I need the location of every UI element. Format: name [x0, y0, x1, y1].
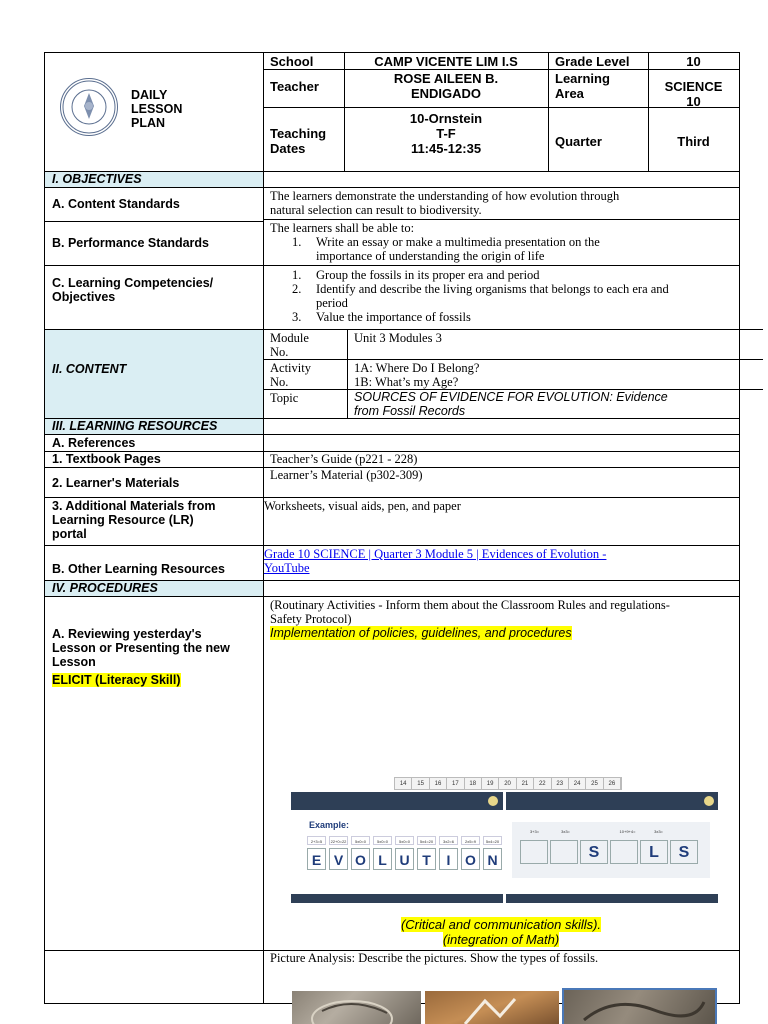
other-resources-label: B. Other Learning Resources — [52, 562, 225, 576]
skills-text: (Critical and communication skills). (integration of Math) — [400, 917, 602, 947]
slide-number-cell: 19 — [482, 778, 499, 790]
competencies-list — [270, 268, 735, 324]
competencies-label: C. Learning Competencies/ Objectives — [52, 276, 214, 304]
clue-cell: 3+3= — [529, 829, 540, 834]
clue-cell: 5x0=0 — [351, 836, 370, 845]
module-value: Unit 3 Modules 3 — [354, 331, 442, 345]
quarter-label: Quarter — [555, 134, 602, 149]
clue-cell: 5x0=0 — [395, 836, 414, 845]
grade-label: Grade Level — [555, 54, 630, 69]
activity-value: 1A: Where Do I Belong? 1B: What’s my Age? — [354, 361, 480, 389]
slide-right-bar — [506, 792, 718, 810]
teacher-label: Teacher — [270, 79, 319, 94]
review-label: A. Reviewing yesterday's Lesson or Presenting the new Lesson — [52, 627, 230, 669]
activity-label: Activity No. — [270, 361, 311, 389]
picture-analysis-text: Picture Analysis: Describe the pictures. Show the types of fossils. — [270, 951, 599, 965]
letter-tile: U — [395, 848, 414, 870]
slide-number-cell: 17 — [447, 778, 464, 790]
slide-number-cell: 22 — [534, 778, 551, 790]
letter-tile: O — [461, 848, 480, 870]
quarter-value: Third — [677, 134, 710, 149]
learners-label: 2. Learner's Materials — [52, 476, 180, 490]
letter-tile: N — [483, 848, 502, 870]
procedures-heading: IV. PROCEDURES — [52, 581, 158, 595]
left-clue-row — [307, 836, 505, 845]
clue-cell: 3x3= — [561, 829, 570, 834]
clue-cell: 3x3= — [654, 829, 663, 834]
fossil-image-2 — [425, 991, 559, 1024]
list-item: 2. Identify and describe the living organisms that belongs to each era and period — [292, 282, 669, 310]
clue-cell: 5x0=0 — [373, 836, 392, 845]
slide-left-bar — [291, 792, 503, 810]
dates-label: Teaching Dates — [270, 126, 327, 156]
letter-tile: L — [373, 848, 392, 870]
youtube-link[interactable] — [264, 547, 736, 575]
slide-number-cell: 14 — [395, 778, 412, 790]
textbook-value: Teacher’s Guide (p221 - 228) — [270, 452, 418, 466]
letter-tile: E — [307, 848, 326, 870]
topic-value: SOURCES OF EVIDENCE FOR EVOLUTION: Evidence from Fossil Records — [354, 390, 668, 418]
school-value: CAMP VICENTE LIM I.S — [374, 54, 518, 69]
slide-left — [291, 810, 503, 894]
plan-title: DAILY LESSON PLAN — [131, 88, 183, 130]
topic-label: Topic — [270, 391, 299, 405]
area-value: SCIENCE 10 — [664, 79, 723, 109]
clue-cell: 2+3=5 — [307, 836, 326, 845]
fossil-image-1 — [292, 991, 421, 1024]
slide-right-seal-icon — [702, 794, 716, 808]
elicit-label: ELICIT (Literacy Skill) — [52, 673, 181, 687]
performance-list — [270, 235, 735, 263]
slide-left-seal-icon — [486, 794, 500, 808]
objectives-heading: I. OBJECTIVES — [52, 172, 142, 186]
puzzle-tiles — [520, 840, 700, 864]
slide-number-cell: 24 — [569, 778, 586, 790]
puzzle-tile — [520, 840, 548, 864]
teacher-value: ROSE AILEEN B. ENDIGADO — [393, 71, 499, 101]
example-label: Example: — [309, 820, 350, 830]
textbook-label: 1. Textbook Pages — [52, 452, 161, 466]
slide-number-cell: 16 — [430, 778, 447, 790]
fossil-image-3 — [562, 988, 717, 1024]
content-heading: II. CONTENT — [52, 362, 127, 376]
clue-cell — [675, 827, 704, 837]
puzzle-tile — [610, 840, 638, 864]
slide-number-cell: 20 — [499, 778, 516, 790]
clue-cell: 3x2=6 — [439, 836, 458, 845]
letter-tile: V — [329, 848, 348, 870]
slide-number-cell: 23 — [552, 778, 569, 790]
additional-value: Worksheets, visual aids, pen, and paper — [264, 499, 461, 513]
clue-cell: 2x5=9 — [461, 836, 480, 845]
evolution-tiles — [307, 848, 505, 870]
list-item: 1. Write an essay or make a multimedia presentation on the importance of understanding the origin of life — [292, 235, 600, 263]
area-label: Learning Area — [555, 71, 610, 101]
slide-right-footer — [506, 894, 718, 903]
slide-number-cell: 25 — [586, 778, 603, 790]
number-strip — [394, 777, 622, 790]
additional-label: 3. Additional Materials from Learning Resource (LR) portal — [52, 499, 216, 541]
clue-cell: 5x4=20 — [417, 836, 436, 845]
content-standards-text: The learners demonstrate the understanding of how evolution through natural selection can result to biodiversity. — [270, 189, 620, 217]
school-label: School — [270, 54, 314, 69]
policy-text: Implementation of policies, guidelines, and procedures — [270, 626, 572, 640]
performance-standards-label: B. Performance Standards — [52, 236, 209, 250]
module-label: Module No. — [270, 331, 309, 359]
dates-value: 10-Ornstein T-F 11:45-12:35 — [409, 111, 483, 156]
letter-tile: O — [351, 848, 370, 870]
letter-tile: T — [417, 848, 436, 870]
clue-cell: 22+0=22 — [329, 836, 348, 845]
resources-heading: III. LEARNING RESOURCES — [52, 419, 218, 433]
slide-right — [506, 810, 718, 894]
puzzle-tile: S — [670, 840, 698, 864]
clue-cell: 10+9+4= — [619, 829, 636, 834]
slide-number-cell: 21 — [517, 778, 534, 790]
performance-standards-text: The learners shall be able to: 1. Write an essay or make a multimedia presentation on the importance of understanding the origin of life — [270, 221, 735, 263]
list-item: 3. Value the importance of fossils — [292, 310, 471, 324]
deped-seal-icon — [60, 78, 118, 136]
grade-value: 10 — [686, 54, 701, 69]
youtube-link-line-1[interactable]: Grade 10 SCIENCE | Quarter 3 Module 5 | Evidences of Evolution - — [264, 547, 607, 561]
slide-number-cell: 15 — [412, 778, 429, 790]
clue-cell — [582, 827, 611, 837]
puzzle-tile: L — [640, 840, 668, 864]
clue-cell: 5x4=20 — [483, 836, 502, 845]
routine-text: (Routinary Activities - Inform them about the Classroom Rules and regulations- Safety Protocol) — [270, 598, 670, 626]
slide-left-footer — [291, 894, 503, 903]
competencies-text — [270, 268, 735, 324]
slide-number-cell: 26 — [604, 778, 621, 790]
learners-value: Learner’s Material (p302-309) — [270, 468, 423, 482]
slide-number-cell: 18 — [465, 778, 482, 790]
list-item: 1. Group the fossils in its proper era and period — [292, 268, 540, 282]
right-clue-row — [520, 827, 706, 837]
puzzle-tile: S — [580, 840, 608, 864]
content-standards-label: A. Content Standards — [52, 197, 180, 211]
youtube-link-line-2[interactable]: YouTube — [264, 561, 310, 575]
letter-tile: I — [439, 848, 458, 870]
references-label: A. References — [52, 436, 136, 450]
puzzle-tile — [550, 840, 578, 864]
